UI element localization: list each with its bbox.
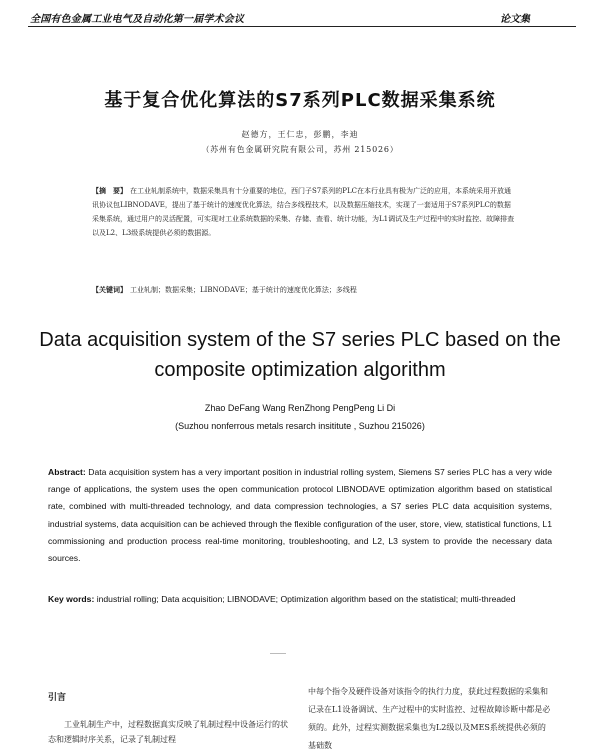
header-section-label: 论文集 [500,14,530,25]
english-abstract-text: Data acquisition system has a very important position in industrial rolling system, Siemens S7 series PLC has a very wide range of applications, the system uses the open communication protocol LIBNODAVE optimization algorithm based on statistical rate, combined with multi-threaded technology, and data compression technologies, a S7 series PLC data acquisition systems, industrial systems, data acquisition can be achieved through the flexible configuration of the user, store, view, statistical functions, L1 commissioning and production process real-time monitoring, troubleshooting, and L2, L3 system to provide the necessary data sources. [48,467,552,564]
chinese-abstract-text: 在工业轧制系统中，数据采集具有十分重要的地位，西门子S7系列的PLC在本行业具有极为广泛的应用，本系统采用开放通讯协议包LIBNODAVE，提出了基于统计的速度优化算法，结合多线程技术，以及数据压缩技术，实现了一套适用于S7系列PLC的数据采集系统，通过用户的灵活配置，可实现对工业系统数据的采集、存储、查看、统计功能，为L1调试及生产过程中的实时监控、故障排查以及L2、L3级系统提供必须的数据源。 [92,187,515,237]
chinese-title: 基于复合优化算法的S7系列PLC数据采集系统 [104,90,496,111]
left-column [48,690,293,747]
english-keywords [48,591,552,607]
english-keywords-text: industrial rolling; Data acquisition; LIBNODAVE; Optimization algorithm based on the statistical; multi-threaded [96,594,516,604]
english-abstract-label: Abstract: [48,467,86,477]
english-authors: Zhao DeFang Wang RenZhong PengPeng Li Di [204,403,396,413]
chinese-keywords-label: 【关键词】 [92,285,127,294]
chinese-affiliation: （苏州有色金属研究院有限公司，苏州 215026） [201,145,399,154]
right-column-text: 中每个指令及硬件设备对该指令的执行力度，获此过程数据的采集和记录在L1设备调试、生产过程中的实时监控、过程故障诊断中都是必须的。此外，过程实测数据采集也为L2级以及MES系统提供必须的基础数 [308,687,551,750]
section-divider [270,653,286,654]
right-column [308,683,553,755]
chinese-abstract-label: 【摘 要】 [92,186,127,195]
english-abstract [48,464,552,567]
english-keywords-label: Key words: [48,594,95,604]
section-heading: 引言 [48,693,67,703]
header-conference-name: 全国有色金属工业电气及自动化第一届学术会议 [30,14,245,25]
left-column-text: 工业轧制生产中，过程数据真实反映了轧制过程中设备运行的状态和逻辑时序关系，记录了轧制过程 [48,720,288,744]
chinese-authors: 赵德方，王仁忠，彭鹏，李迪 [241,130,359,139]
running-header [0,0,600,28]
chinese-abstract [92,184,516,240]
chinese-keywords [92,283,516,297]
english-affiliation: (Suzhou nonferrous metals resarch insititute , Suzhou 215026) [175,421,425,431]
header-rule [28,26,576,27]
chinese-keywords-text: 工业轧制；数据采集；LIBNODAVE；基于统计的速度优化算法；多线程 [130,286,357,294]
english-title: Data acquisition system of the S7 series PLC based on the composite optimization algorithm [39,329,561,381]
